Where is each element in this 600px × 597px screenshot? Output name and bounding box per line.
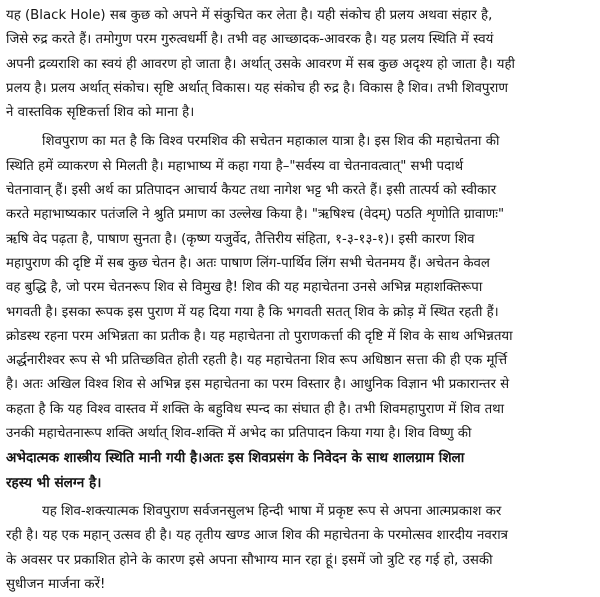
text-line: क्रोडस्थ रहना परम अभिन्नता का प्रतीक है। यह महाचेतना तो पुराणकर्त्ता की दृष्टि में शिव के साथ अभिन्नतया (6, 328, 513, 344)
paragraph-closing (6, 500, 594, 597)
text-line: महापुराण की दृष्टि में सब कुछ चेतन है। अतः पाषाण लिंग-पार्थिव लिंग सभी चेतनमय हैं। अचेतन केवल (6, 255, 490, 271)
paragraph-shivapurana-mat (6, 130, 594, 494)
text-line: ऋषि वेद पढ़ता है, पाषाण सुनता है। (कृष्ण यजुर्वेद, तैत्तिरीय संहिता, १-३-१३-१)। इसी कारण शिव (6, 231, 475, 247)
text-line: उनकी महाचेतनारूप शक्ति अर्थात् शिव-शक्ति में अभेद का प्रतिपादन किया गया है। शिव विष्णु की (6, 426, 472, 442)
text-line: अर्द्धनारीश्वर रूप से भी प्रतिच्छवित होती रहती है। यह महाचेतना शिव रूप अधिष्ठान सत्ता की ही एक मूर्त्ति (6, 353, 508, 369)
text-line: रही है। यह एक महान् उत्सव ही है। यह तृतीय खण्ड आज शिव की महाचेतना के परमोत्सव शारदीय नवरात्र (6, 528, 508, 544)
text-line: शिवपुराण का मत है कि विश्व परमशिव की सचेतन महाकाल यात्रा है। इस शिव की महाचेतना की (42, 134, 500, 150)
text-line: स्थिति हमें व्याकरण से मिलती है। महाभाष्य में कहा गया है–"सर्वस्य वा चेतनावत्वात्" सभी पदार्थ (6, 158, 464, 174)
text-line: करते महाभाष्यकार पतंजलि ने श्रुति प्रमाण का उल्लेख किया है। "ऋषिश्च (वेदम्) पठति शृणोति ग्रावाणः" (6, 207, 505, 223)
text-line: प्रलय है। प्रलय अर्थात् संकोच। सृष्टि अर्थात् विकास। यह संकोच ही रुद्र है। विकास है शिव। तभी शिवपुराण (6, 80, 508, 96)
text-line: कहता है कि यह विश्व वास्तव में शक्ति के बहुविध स्पन्द का संघात ही है। तभी शिवमहापुराण में शिव तथा (6, 401, 505, 417)
text-line: है। अतः अखिल विश्व शिव से अभिन्न इस महाचेतना का परम विस्तार है। आधुनिक विज्ञान भी प्रकारान्तर से (6, 377, 510, 393)
text-line: चेतनावान् हैं। इसी अर्थ का प्रतिपादन आचार्य कैयट तथा नागेश भट्ट भी करते हैं। इसी तात्पर्य को स्वीकार (6, 183, 497, 199)
text-line: यह (Black Hole) सब कुछ को अपने में संकुचित कर लेता है। यही संकोच ही प्रलय अथवा संहार है, (6, 8, 493, 23)
text-line: के अवसर पर प्रकाशित होने के कारण इसे अपना सौभाग्य मान रहा हूं। इसमें जो त्रुटि रह गई हो, उसकी (6, 552, 493, 568)
text-line: भगवती है। इसका रूपक इस पुराण में यह दिया गया है कि भगवती सतत् शिव के क्रोड़ में स्थित रहती हैं। (6, 304, 499, 320)
bold-text-line: अभेदात्मक शास्त्रीय स्थिति मानी गयी है।अतः इस शिवप्रसंग के निवेदन के साथ शालग्राम शिला (6, 450, 465, 467)
text-line: जिसे रुद्र करते हैं। तमोगुण परम गुरुत्वधर्मी है। तभी वह आच्छादक-आवरक है। यह प्रलय स्थिति में स्वयं (6, 32, 494, 48)
text-line: वह बुद्धि है, जो परम चेतनरूप शिव से विमुख है! शिव की यह महाचेतना उनसे अभिन्न महाशक्तिरूपा (6, 280, 483, 296)
text-line: यह शिव-शक्त्यात्मक शिवपुराण सर्वजनसुलभ हिन्दी भाषा में प्रकृष्ट रूप से अपना आत्मप्रकाश कर (42, 503, 502, 519)
text-line: अपनी द्रव्यराशि का स्वयं ही आवरण हो जाता है। अर्थात् उसके आवरण में सब कुछ अदृश्य हो जाता है। यही (6, 56, 515, 72)
paragraph-black-hole (6, 4, 594, 125)
text-line: ने वास्तविक सृष्टिकर्त्ता शिव को माना है। (6, 105, 195, 121)
bold-text-line: रहस्य भी संलग्न है। (6, 474, 102, 491)
text-line: सुधीजन मार्जना करें! (6, 576, 106, 592)
